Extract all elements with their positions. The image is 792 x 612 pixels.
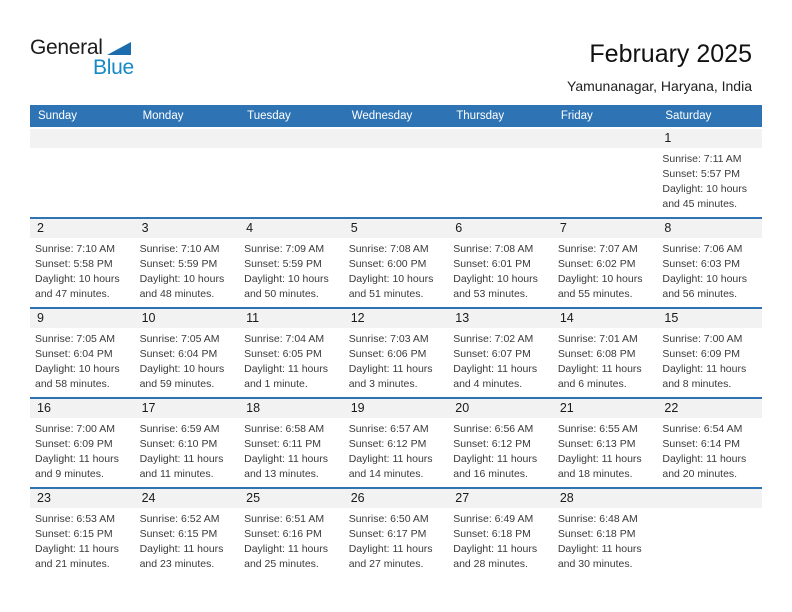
day-details [553,148,658,152]
sunrise-text: Sunrise: 7:02 AM [453,333,534,345]
day-details [239,508,344,572]
week-row [30,218,762,308]
day-number: 13 [448,309,553,328]
day-details [657,418,762,482]
day-details [553,238,658,302]
daylight-text: Daylight: 10 hours and 56 minutes. [662,273,748,300]
daylight-text: Daylight: 10 hours and 50 minutes. [244,273,329,300]
day-details [657,148,762,212]
sunrise-text: Sunrise: 7:07 AM [557,243,638,255]
day-cell [239,488,344,578]
sunset-text: Sunset: 6:13 PM [557,438,636,450]
day-cell [657,398,762,488]
daylight-text: Daylight: 11 hours and 21 minutes. [35,543,119,570]
day-cell [657,218,762,308]
daylight-text: Daylight: 11 hours and 25 minutes. [244,543,328,570]
sunset-text: Sunset: 6:15 PM [35,528,113,540]
daylight-text: Daylight: 10 hours and 55 minutes. [557,273,643,300]
daylight-text: Daylight: 11 hours and 9 minutes. [35,453,119,480]
sunrise-text: Sunrise: 7:04 AM [244,333,325,345]
sunset-text: Sunset: 6:09 PM [35,438,113,450]
day-number: 22 [657,399,762,418]
day-cell [135,308,240,398]
daylight-text: Daylight: 11 hours and 18 minutes. [557,453,642,480]
day-cell [344,398,449,488]
day-details [30,238,135,302]
sunset-text: Sunset: 5:59 PM [139,258,218,270]
day-cell [657,308,762,398]
day-number: 15 [657,309,762,328]
day-number [344,129,449,148]
sunset-text: Sunset: 6:15 PM [139,528,218,540]
day-number: 21 [553,399,658,418]
week-row [30,128,762,218]
daylight-text: Daylight: 11 hours and 13 minutes. [244,453,328,480]
daylight-text: Daylight: 11 hours and 16 minutes. [453,453,538,480]
day-cell [448,218,553,308]
day-details [448,508,553,572]
week-row [30,398,762,488]
day-number: 23 [30,489,135,508]
sunrise-text: Sunrise: 7:06 AM [662,243,743,255]
day-number: 10 [135,309,240,328]
day-details [553,508,658,572]
daylight-text: Daylight: 11 hours and 20 minutes. [662,453,747,480]
calendar-body [30,128,762,578]
day-cell [239,308,344,398]
logo-triangle-icon [107,42,131,55]
weekday-wednesday: Wednesday [344,105,449,128]
sunset-text: Sunset: 6:12 PM [453,438,531,450]
calendar-table [30,105,762,578]
day-details [448,238,553,302]
day-cell [135,398,240,488]
day-details [657,238,762,302]
day-cell [30,218,135,308]
day-details [553,418,658,482]
sunset-text: Sunset: 6:10 PM [139,438,218,450]
sunrise-text: Sunrise: 6:48 AM [557,513,638,525]
sunset-text: Sunset: 6:02 PM [557,258,636,270]
weekday-header [30,105,762,128]
day-number: 27 [448,489,553,508]
sunset-text: Sunset: 6:08 PM [557,348,636,360]
day-number: 20 [448,399,553,418]
daylight-text: Daylight: 11 hours and 6 minutes. [557,363,642,390]
daylight-text: Daylight: 11 hours and 28 minutes. [453,543,538,570]
daylight-text: Daylight: 10 hours and 59 minutes. [139,363,225,390]
sunset-text: Sunset: 6:05 PM [244,348,322,360]
day-number [239,129,344,148]
day-cell [553,398,658,488]
day-details [344,328,449,392]
daylight-text: Daylight: 11 hours and 1 minute. [244,363,328,390]
day-cell [135,218,240,308]
day-details [30,508,135,572]
day-cell [239,218,344,308]
day-number: 16 [30,399,135,418]
day-details [135,148,240,152]
day-details [344,238,449,302]
sunset-text: Sunset: 6:01 PM [453,258,531,270]
daylight-text: Daylight: 11 hours and 8 minutes. [662,363,747,390]
day-number: 7 [553,219,658,238]
sunrise-text: Sunrise: 7:00 AM [35,423,115,435]
daylight-text: Daylight: 11 hours and 14 minutes. [348,453,433,480]
day-number: 19 [344,399,449,418]
day-cell [135,488,240,578]
sunset-text: Sunset: 6:00 PM [348,258,427,270]
day-number: 8 [657,219,762,238]
sunrise-text: Sunrise: 6:55 AM [557,423,638,435]
day-details [344,148,449,152]
day-cell [553,218,658,308]
sunset-text: Sunset: 6:04 PM [139,348,218,360]
day-cell [30,308,135,398]
day-number: 28 [553,489,658,508]
day-details [30,328,135,392]
sunset-text: Sunset: 6:12 PM [348,438,427,450]
day-number [448,129,553,148]
daylight-text: Daylight: 11 hours and 4 minutes. [453,363,538,390]
day-details [448,148,553,152]
day-number [657,489,762,508]
weekday-header-row [30,105,762,128]
day-number: 9 [30,309,135,328]
day-details [135,418,240,482]
day-cell [30,488,135,578]
sunset-text: Sunset: 6:06 PM [348,348,427,360]
day-cell [239,128,344,218]
day-cell [553,488,658,578]
day-cell [553,308,658,398]
day-number: 4 [239,219,344,238]
sunrise-text: Sunrise: 6:59 AM [139,423,220,435]
sunrise-text: Sunrise: 7:08 AM [348,243,429,255]
daylight-text: Daylight: 11 hours and 3 minutes. [348,363,433,390]
sunset-text: Sunset: 6:11 PM [244,438,321,450]
sunset-text: Sunset: 6:07 PM [453,348,531,360]
day-details [657,508,762,512]
sunset-text: Sunset: 6:04 PM [35,348,113,360]
day-details [239,328,344,392]
day-number: 25 [239,489,344,508]
day-cell [448,398,553,488]
sunrise-text: Sunrise: 7:00 AM [662,333,743,345]
daylight-text: Daylight: 10 hours and 47 minutes. [35,273,120,300]
sunrise-text: Sunrise: 6:51 AM [244,513,325,525]
sunrise-text: Sunrise: 6:54 AM [662,423,743,435]
daylight-text: Daylight: 11 hours and 27 minutes. [348,543,433,570]
day-details [344,418,449,482]
day-number [30,129,135,148]
daylight-text: Daylight: 11 hours and 30 minutes. [557,543,642,570]
day-cell [448,128,553,218]
week-row [30,488,762,578]
sunrise-text: Sunrise: 6:50 AM [348,513,429,525]
day-number: 2 [30,219,135,238]
logo-text-blue: Blue [93,56,134,79]
day-number: 5 [344,219,449,238]
day-details [448,328,553,392]
week-row [30,308,762,398]
daylight-text: Daylight: 10 hours and 48 minutes. [139,273,225,300]
title-block [567,40,752,94]
weekday-friday: Friday [553,105,658,128]
daylight-text: Daylight: 11 hours and 11 minutes. [139,453,224,480]
day-details [30,148,135,152]
day-number: 6 [448,219,553,238]
sunrise-text: Sunrise: 6:56 AM [453,423,534,435]
sunrise-text: Sunrise: 7:10 AM [139,243,220,255]
sunrise-text: Sunrise: 6:52 AM [139,513,220,525]
day-number: 18 [239,399,344,418]
day-details [553,328,658,392]
day-cell [344,488,449,578]
sunrise-text: Sunrise: 7:11 AM [662,153,742,165]
day-details [239,148,344,152]
day-details [344,508,449,572]
sunset-text: Sunset: 6:16 PM [244,528,322,540]
day-number: 14 [553,309,658,328]
day-number: 24 [135,489,240,508]
day-cell [448,488,553,578]
sunset-text: Sunset: 6:09 PM [662,348,741,360]
daylight-text: Daylight: 10 hours and 51 minutes. [348,273,434,300]
day-cell [30,128,135,218]
sunrise-text: Sunrise: 7:10 AM [35,243,115,255]
day-cell [657,488,762,578]
month-title: February 2025 [589,40,752,68]
day-details [135,328,240,392]
sunrise-text: Sunrise: 7:09 AM [244,243,325,255]
weekday-thursday: Thursday [448,105,553,128]
sunrise-text: Sunrise: 6:49 AM [453,513,534,525]
daylight-text: Daylight: 10 hours and 53 minutes. [453,273,538,300]
weekday-monday: Monday [135,105,240,128]
daylight-text: Daylight: 10 hours and 58 minutes. [35,363,120,390]
day-number: 17 [135,399,240,418]
day-number [135,129,240,148]
sunset-text: Sunset: 5:57 PM [662,168,741,180]
day-number: 3 [135,219,240,238]
day-cell [344,128,449,218]
location-subtitle: Yamunanagar, Haryana, India [567,78,752,94]
sunset-text: Sunset: 6:18 PM [453,528,531,540]
day-cell [30,398,135,488]
sunrise-text: Sunrise: 7:05 AM [35,333,115,345]
day-cell [344,308,449,398]
sunset-text: Sunset: 5:59 PM [244,258,322,270]
logo-text-general: General [30,36,103,59]
day-details [657,328,762,392]
weekday-saturday: Saturday [657,105,762,128]
sunset-text: Sunset: 6:18 PM [557,528,636,540]
day-details [135,238,240,302]
day-cell [135,128,240,218]
day-details [239,238,344,302]
weekday-tuesday: Tuesday [239,105,344,128]
day-number: 26 [344,489,449,508]
sunrise-text: Sunrise: 7:08 AM [453,243,534,255]
day-cell [553,128,658,218]
sunset-text: Sunset: 6:17 PM [348,528,427,540]
day-number: 1 [657,129,762,148]
sunrise-text: Sunrise: 7:03 AM [348,333,429,345]
daylight-text: Daylight: 11 hours and 23 minutes. [139,543,224,570]
sunrise-text: Sunrise: 6:57 AM [348,423,429,435]
sunrise-text: Sunrise: 6:58 AM [244,423,325,435]
general-blue-logo [30,36,140,82]
sunrise-text: Sunrise: 6:53 AM [35,513,115,525]
day-details [30,418,135,482]
daylight-text: Daylight: 10 hours and 45 minutes. [662,183,748,210]
day-details [448,418,553,482]
day-cell [657,128,762,218]
sunrise-text: Sunrise: 7:05 AM [139,333,220,345]
day-number: 11 [239,309,344,328]
day-cell [448,308,553,398]
day-number [553,129,658,148]
sunset-text: Sunset: 6:03 PM [662,258,741,270]
day-cell [344,218,449,308]
day-number: 12 [344,309,449,328]
sunrise-text: Sunrise: 7:01 AM [557,333,638,345]
day-cell [239,398,344,488]
sunset-text: Sunset: 5:58 PM [35,258,113,270]
weekday-sunday: Sunday [30,105,135,128]
day-details [135,508,240,572]
day-details [239,418,344,482]
sunset-text: Sunset: 6:14 PM [662,438,741,450]
